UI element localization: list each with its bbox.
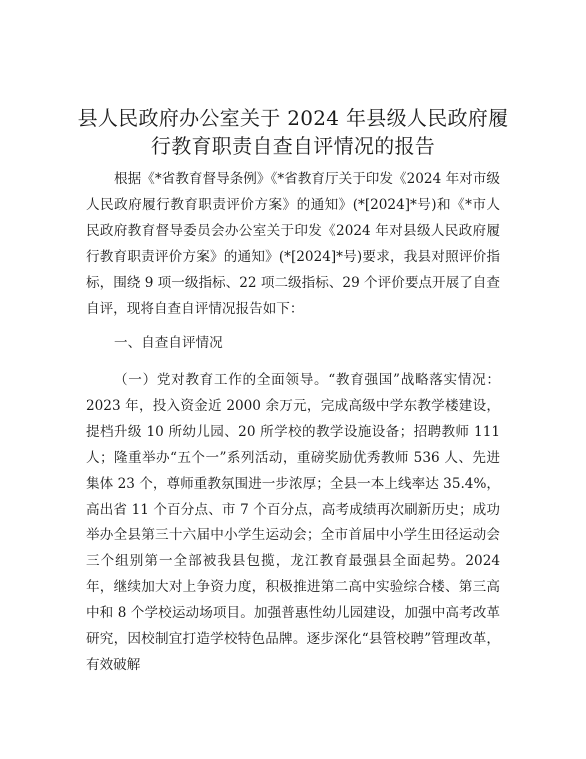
intro-paragraph: 根据《*省教育督导条例》《*省教育厅关于印发《2024 年对市级人民政府履行教育职责评价方案》的通知》(*[2024]*号)和《*市人民政府教育督导委员会办公室关于印发《2024 年对县级人民政府履行教育职责评价方案》的通知》(*[2024]*号)要求，我县对照评价指标，围绕 9 项一级指标、22 项二级指标、29 个评价要点开展了自查自评，现将自查自评情况报告如下： bbox=[86, 171, 500, 317]
document-title bbox=[60, 104, 526, 160]
section-heading: 一、自查自评情况 bbox=[114, 335, 223, 351]
section-paragraph: （一）党对教育工作的全面领导。“教育强国”战略落实情况：2023 年，投入资金近 2000 余万元，完成高级中学东教学楼建设，提档升级 10 所幼儿园、20 所学校的教学设施设备；招聘教师 111 人；隆重举办“五个一”系列活动，重磅奖励优秀教师 536 人、先进集体 23 个，尊师重教氛围进一步浓厚；全县一本上线率达 35.4%，高出省 11 个百分点、市 7 个百分点，高考成绩再次刷新历史；成功举办全县第三十六届中小学生运动会；全市首届中小学生田径运动会三个组别第一全部被我县包揽，龙江教育最强县全面起势。2024 年，继续加大对上争资力度，积极推进第二高中实验综合楼、第三高中和 8 个学校运动场项目。加强普惠性幼儿园建设，加强中高考改革研究，因校制宜打造学校特色品牌。逐步深化“县管校聘”管理改革，有效破解 bbox=[86, 372, 500, 673]
title-line-1: 县人民政府办公室关于 2024 年县级人民政府履 bbox=[77, 106, 509, 130]
title-line-2: 行教育职责自查自评情况的报告 bbox=[150, 134, 436, 158]
